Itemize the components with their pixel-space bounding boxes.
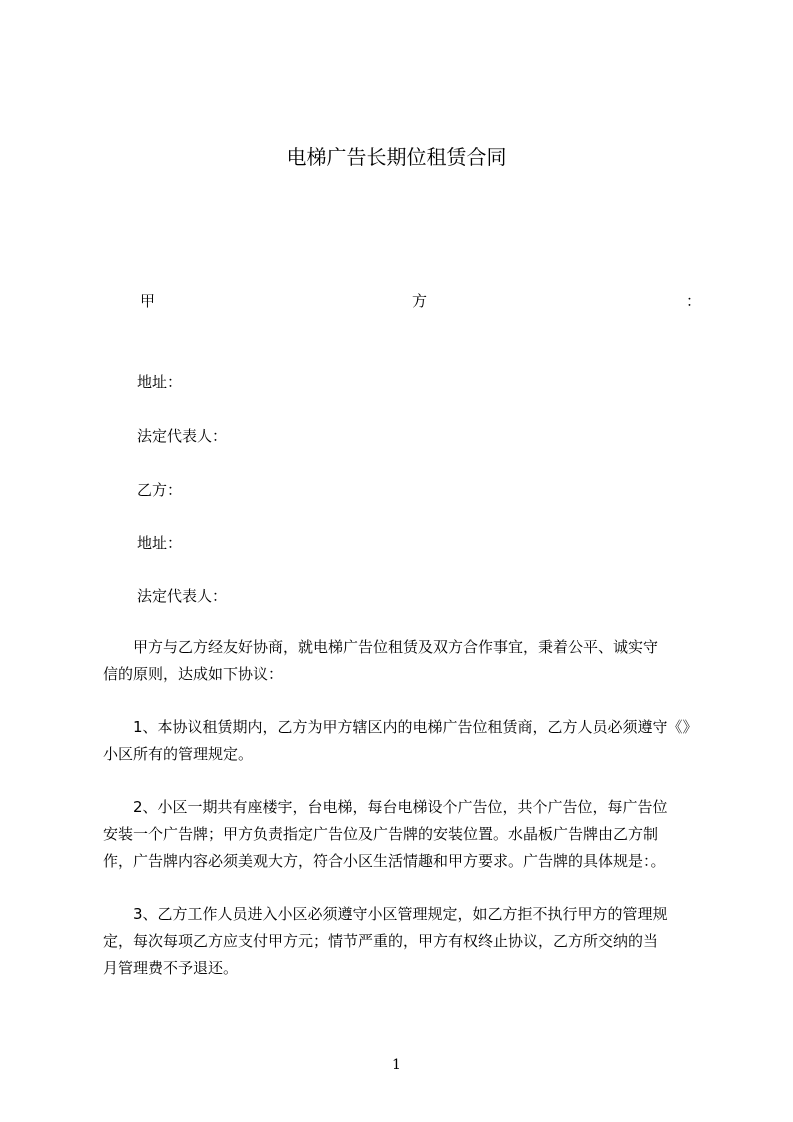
paragraph-line: 信的原则，达成如下协议： bbox=[103, 665, 284, 683]
party-a-char-1: 甲 bbox=[140, 292, 156, 310]
party-a-char-2: 方 bbox=[412, 292, 428, 310]
party-a-representative-label: 法定代表人： bbox=[137, 427, 228, 445]
preamble-paragraph bbox=[103, 634, 723, 688]
party-a-colon: ： bbox=[686, 292, 702, 310]
party-a-line bbox=[0, 290, 793, 312]
paragraph-line: 月管理费不予退还。 bbox=[103, 959, 239, 977]
paragraph-line: 小区所有的管理规定。 bbox=[103, 745, 254, 763]
contract-title: 电梯广告长期位租赁合同 bbox=[286, 145, 507, 169]
paragraph-line: 作，广告牌内容必须美观大方，符合小区生活情趣和甲方要求。广告牌的具体规是：。 bbox=[103, 852, 666, 870]
party-b-representative-label: 法定代表人： bbox=[137, 587, 228, 605]
party-b-address-label: 地址： bbox=[137, 534, 183, 552]
clause-1-paragraph bbox=[103, 714, 723, 768]
paragraph-line: 甲方与乙方经友好协商，就电梯广告位租赁及双方合作事宜，秉着公平、诚实守 bbox=[103, 638, 659, 656]
paragraph-line: 1、本协议租赁期内，乙方为甲方辖区内的电梯广告位租赁商，乙方人员必须遵守《》 bbox=[103, 718, 698, 736]
page-number: 1 bbox=[392, 1057, 401, 1073]
party-a-address-label: 地址： bbox=[137, 373, 183, 391]
paragraph-line: 安装一个广告牌；甲方负责指定广告位及广告牌的安装位置。水晶板广告牌由乙方制 bbox=[103, 825, 659, 843]
paragraph-line: 定，每次每项乙方应支付甲方元；情节严重的，甲方有权终止协议，乙方所交纳的当 bbox=[103, 932, 659, 950]
paragraph-line: 2、小区一期共有座楼宇，台电梯，每台电梯设个广告位，共个广告位，每广告位 bbox=[103, 798, 668, 816]
clause-3-paragraph bbox=[103, 901, 723, 982]
clause-2-paragraph bbox=[103, 794, 723, 875]
party-b-label: 乙方： bbox=[137, 481, 183, 499]
paragraph-line: 3、乙方工作人员进入小区必须遵守小区管理规定，如乙方拒不执行甲方的管理规 bbox=[103, 905, 668, 923]
